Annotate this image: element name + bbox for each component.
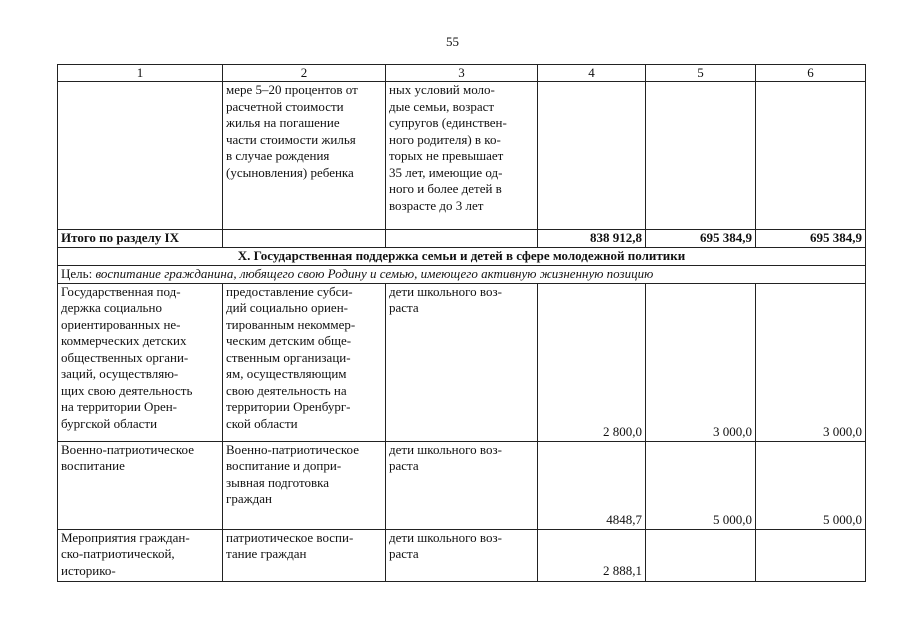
column-number: 6 [756, 65, 866, 82]
cell-amount-year3: 3 000,0 [756, 283, 866, 441]
total-amount-year3: 695 384,9 [756, 230, 866, 248]
goal-text: воспитание гражданина, любящего свою Родину и семью, имеющего активную жизненную позицию [92, 266, 654, 281]
column-number: 4 [538, 65, 646, 82]
total-empty-cell [223, 230, 386, 248]
cell-description: мере 5–20 процентов от расчетной стоимости жилья на погашение части стоимости жилья в случае рождения (усыновления) ребенка [223, 82, 386, 230]
cell-amount-year1: 2 888,1 [538, 529, 646, 581]
cell-activity: Государственная под- держка социально ориентированных не- коммерческих детских общественных органи- заций, осуществляю- щих свою деятельность на территории Орен- бургской области [58, 283, 223, 441]
cell-amount-year1 [538, 82, 646, 230]
table-row-continuation [58, 82, 866, 230]
cell-activity: Мероприятия граждан- ско-патриотической, историко- [58, 529, 223, 581]
cell-amount-year1: 2 800,0 [538, 283, 646, 441]
section-title-row [58, 248, 866, 266]
page-number: 55 [446, 34, 459, 49]
column-number: 1 [58, 65, 223, 82]
cell-activity: Военно-патриотическое воспитание [58, 441, 223, 529]
budget-table [57, 64, 866, 582]
total-amount-year2: 695 384,9 [646, 230, 756, 248]
cell-description: предоставление субси- дий социально ориен- тированным некоммер- ческим детским обще- ственным организаци- ям, осуществляющим свою деятельность на территории Оренбург- ской области [223, 283, 386, 441]
cell-description: патриотическое воспи- тание граждан [223, 529, 386, 581]
goal-label: Цель: [61, 266, 93, 281]
column-numbers-row [58, 65, 866, 82]
cell-description: Военно-патриотическое воспитание и допри- зывная подготовка граждан [223, 441, 386, 529]
total-amount-year1: 838 912,8 [538, 230, 646, 248]
cell-amount-year2 [646, 82, 756, 230]
cell-amount-year2: 5 000,0 [646, 441, 756, 529]
section-goal-row [58, 266, 866, 284]
cell-target-group: ных условий моло- дые семьи, возраст супругов (единствен- ного родителя) в ко- торых не превышает 35 лет, имеющие од- ного и более детей в возрасте до 3 лет [386, 82, 538, 230]
cell-amount-year3: 5 000,0 [756, 441, 866, 529]
cell-amount-year3 [756, 529, 866, 581]
column-number: 3 [386, 65, 538, 82]
cell-amount-year2 [646, 529, 756, 581]
cell-amount-year2: 3 000,0 [646, 283, 756, 441]
cell-amount-year1: 4848,7 [538, 441, 646, 529]
table-row [58, 441, 866, 529]
cell-activity [58, 82, 223, 230]
section-goal [58, 266, 866, 284]
cell-amount-year3 [756, 82, 866, 230]
total-empty-cell [386, 230, 538, 248]
column-number: 2 [223, 65, 386, 82]
total-label: Итого по разделу IX [58, 230, 223, 248]
total-row [58, 230, 866, 248]
column-number: 5 [646, 65, 756, 82]
cell-target-group: дети школьного воз- раста [386, 529, 538, 581]
cell-target-group: дети школьного воз- раста [386, 283, 538, 441]
table-row [58, 283, 866, 441]
cell-target-group: дети школьного воз- раста [386, 441, 538, 529]
table-row [58, 529, 866, 581]
section-title: X. Государственная поддержка семьи и детей в сфере молодежной политики [58, 248, 866, 266]
